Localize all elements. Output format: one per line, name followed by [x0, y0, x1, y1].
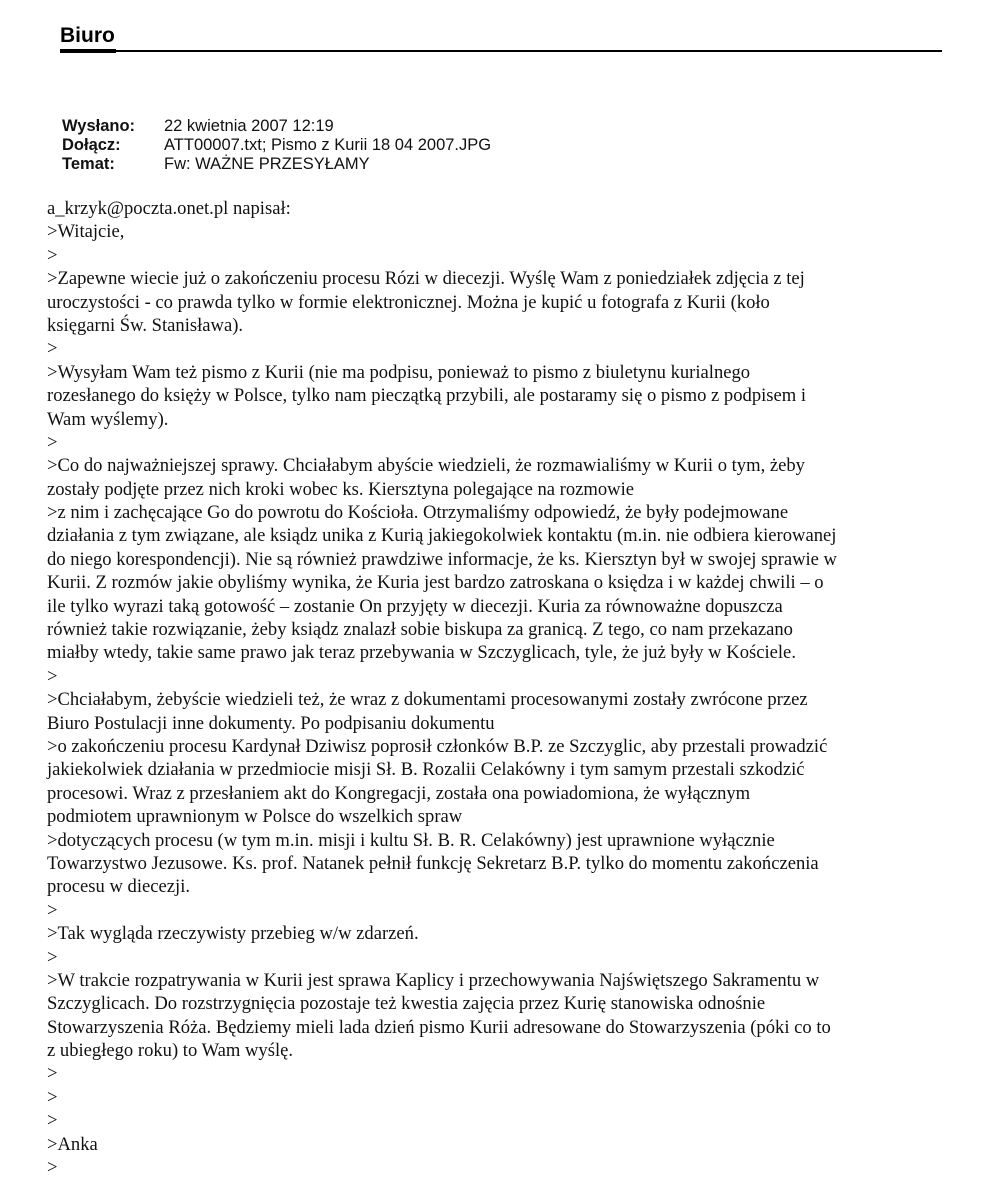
body-line: >: [47, 431, 58, 453]
body-line: >Wysyłam Wam też pismo z Kurii (nie ma podpisu, ponieważ to pismo z biuletynu kurialnego: [47, 361, 751, 383]
body-line: miałby wtedy, takie same prawo jak teraz przebywania w Szczyglicach, tyle, że już były w Kościele.: [47, 642, 796, 664]
body-line: >: [47, 946, 58, 968]
body-line: >dotyczących procesu (w tym m.in. misji i kultu Sł. B. R. Celakówny) jest uprawnione wyłącznie: [47, 829, 775, 851]
body-line: >Tak wygląda rzeczywisty przebieg w/w zdarzeń.: [47, 923, 419, 945]
body-line: z ubiegłego roku) to Wam wyślę.: [47, 1040, 294, 1062]
body-line: rozesłanego do księży w Polsce, tylko nam pieczątką przybili, ale postaramy się o pismo z podpisem i: [47, 385, 807, 407]
body-line: Kurii. Z rozmów jakie obyliśmy wynika, że Kuria jest bardzo zatroskana o księdza i w każdej chwili – o: [47, 572, 824, 594]
meta-row-sent: [62, 117, 491, 136]
body-line: >Co do najważniejszej sprawy. Chciałabym abyście wiedzieli, że rozmawialiśmy w Kurii o tym, żeby: [47, 455, 805, 477]
meta-label: Temat:: [62, 155, 115, 173]
body-line: >: [47, 1086, 58, 1108]
body-line: >: [47, 1063, 58, 1085]
body-line: jakiekolwiek działania w przedmiocie misji Sł. B. Rozalii Celakówny i tym samym przestali szkodzić: [47, 759, 805, 781]
body-line: zostały podjęte przez nich kroki wobec ks. Kiersztyna polegające na rozmowie: [47, 478, 635, 500]
body-line: działania z tym związane, ale ksiądz unika z Kurią jakiegokolwiek kontaktu (m.in. nie odbiera kierowanej: [47, 525, 837, 547]
header-divider: [60, 50, 942, 52]
meta-value: ATT00007.txt; Pismo z Kurii 18 04 2007.JPG: [164, 136, 492, 154]
body-line: Towarzystwo Jezusowe. Ks. prof. Natanek pełnił funkcję Sekretarz B.P. tylko do momentu zakończenia: [47, 852, 819, 874]
body-line: Biuro Postulacji inne dokumenty. Po podpisaniu dokumentu: [47, 712, 495, 734]
meta-label: Dołącz:: [62, 136, 121, 154]
meta-row-attachments: [62, 136, 491, 155]
body-line: procesu w diecezji.: [47, 876, 191, 898]
body-line: Szczyglicach. Do rozstrzygnięcia pozostaje też kwestia zajęcia przez Kurię stanowiska odnośnie: [47, 993, 766, 1015]
body-line: również takie rozwiązanie, żeby ksiądz znalazł sobie biskupa za granicą. Z tego, co nam przekazano: [47, 619, 793, 641]
body-line: >: [47, 665, 58, 687]
body-line: uroczystości - co prawda tylko w formie elektronicznej. Można je kupić u fotografa z Kurii (koło: [47, 291, 770, 313]
body-line: Wam wyślemy).: [47, 408, 169, 430]
body-line: ile tylko wyrazi taką gotowość – zostanie On przyjęty w diecezji. Kuria za równoważne dopuszcza: [47, 595, 783, 617]
body-line: a_krzyk@poczta.onet.pl napisał:: [47, 198, 291, 219]
body-line: >: [47, 1157, 58, 1179]
body-line: Stowarzyszenia Róża. Będziemy mieli lada dzień pismo Kurii adresowane do Stowarzyszenia (póki co to: [47, 1016, 831, 1038]
body-line: >W trakcie rozpatrywania w Kurii jest sprawa Kaplicy i przechowywania Najświętszego Sakramentu w: [47, 969, 820, 991]
header-title: Biuro: [60, 24, 115, 47]
body-line: podmiotem uprawnionym w Polsce do wszelkich spraw: [47, 806, 463, 828]
body-line: księgarni Św. Stanisława).: [47, 314, 244, 336]
body-line: >Witajcie,: [47, 221, 125, 243]
body-line: >: [47, 338, 58, 360]
email-body: [47, 197, 962, 1179]
body-line: >: [47, 1110, 58, 1132]
body-line: >Anka: [47, 1133, 98, 1155]
body-line: >Chciałabym, żebyście wiedzieli też, że wraz z dokumentami procesowanymi zostały zwrócone przez: [47, 689, 808, 711]
meta-row-subject: [62, 155, 491, 174]
body-line: >: [47, 899, 58, 921]
email-meta: [62, 117, 491, 174]
body-line: >z nim i zachęcające Go do powrotu do Kościoła. Otrzymaliśmy odpowiedź, że były podejmowane: [47, 502, 789, 524]
body-line: >: [47, 244, 58, 266]
meta-value: Fw: WAŻNE PRZESYŁAMY: [164, 155, 370, 173]
body-line: >Zapewne wiecie już o zakończeniu procesu Rózi w diecezji. Wyślę Wam z poniedziałek zdjęcia z tej: [47, 268, 805, 290]
body-line: procesowi. Wraz z przesłaniem akt do Kongregacji, została ona powiadomiona, że wyłącznym: [47, 782, 751, 804]
meta-label: Wysłano:: [62, 117, 136, 135]
meta-value: 22 kwietnia 2007 12:19: [164, 117, 334, 135]
body-line: do niego korespondencji). Nie są również prawdziwe informacje, że ks. Kiersztyn był w swojej sprawie w: [47, 548, 837, 570]
body-line: >o zakończeniu procesu Kardynał Dziwisz poprosił członków B.P. ze Szczyglic, aby przestali prowadzić: [47, 735, 828, 757]
